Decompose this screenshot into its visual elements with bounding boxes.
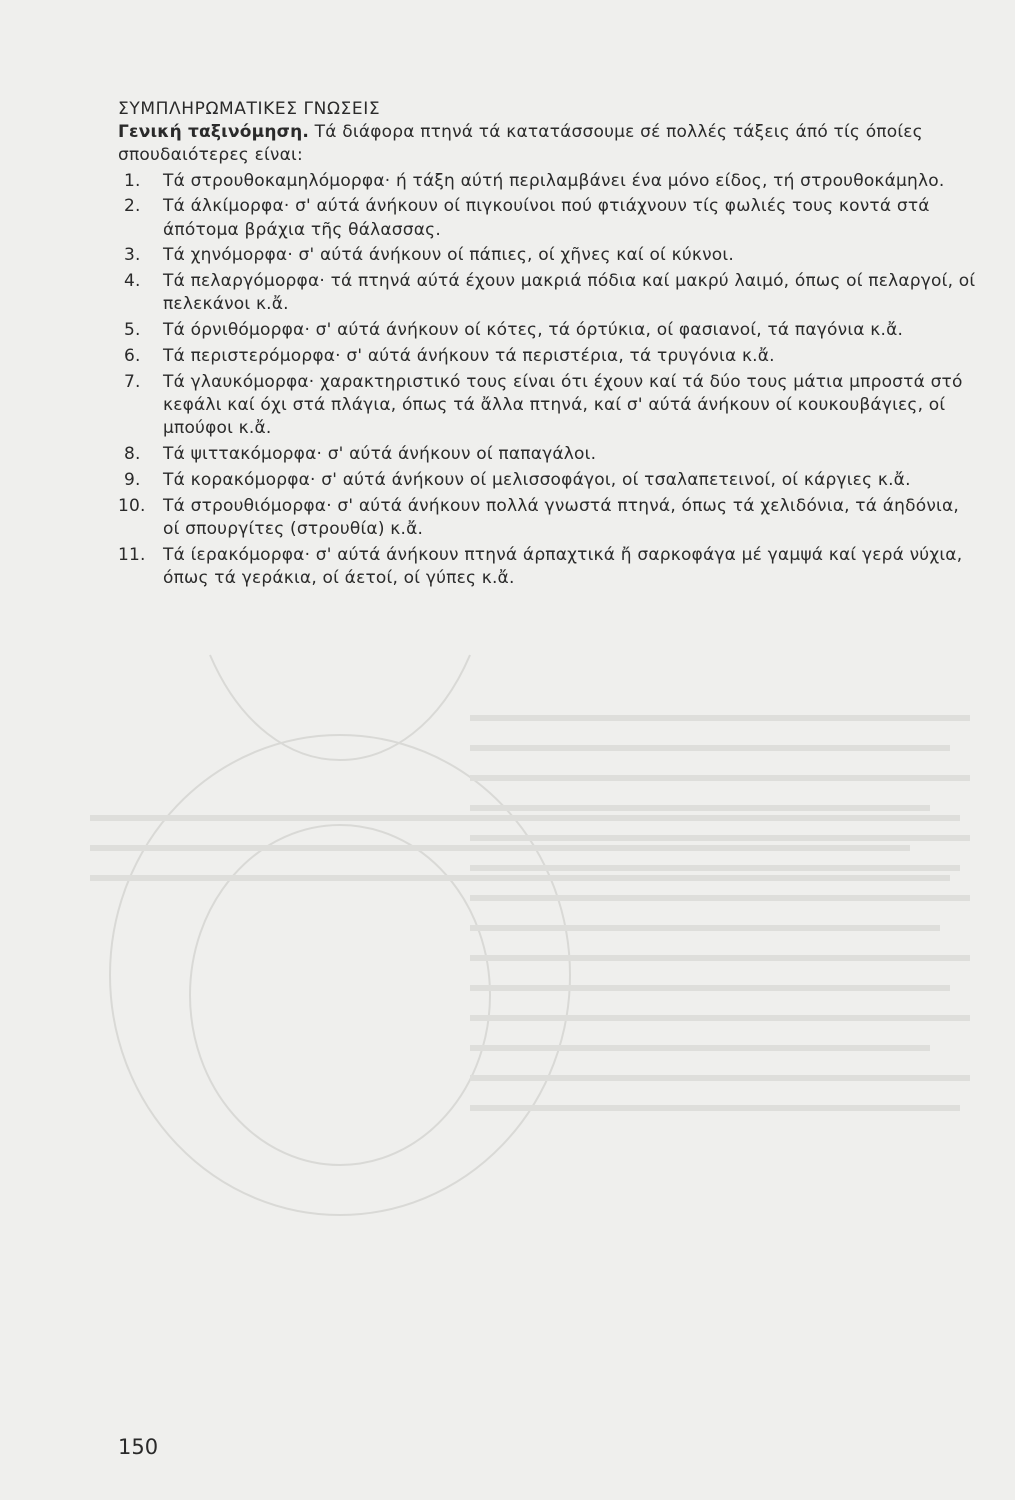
item-text: Τά ψιττακόμορφα· σ' αύτά άνήκουν οί παπαγάλοι.: [163, 444, 597, 464]
intro-title: Γενική ταξινόμηση.: [118, 122, 310, 143]
page-number: 150: [118, 1435, 159, 1459]
item-text: Τά όρνιθόμορφα· σ' αύτά άνήκουν οί κότες, τά όρτύκια, οί φασιανοί, τά παγόνια κ.ἄ.: [163, 320, 904, 341]
item-text: Τά χηνόμορφα· σ' αύτά άνήκουν οί πάπιες, οί χῆνες καί οί κύκνοι.: [163, 245, 734, 266]
list-item: [118, 495, 978, 541]
item-text: Τά ίερακόμορφα· σ' αύτά άνήκουν πτηνά άρπαχτικά ἤ σαρκοφάγα μέ γαμψά καί γερά νύχια, όπως τά γεράκια, οί άετοί, οί γύπες κ.ἄ.: [163, 544, 963, 588]
list-item: [118, 244, 978, 267]
item-number: 8.: [124, 444, 141, 464]
section-heading: ΣΥΜΠΛΗΡΩΜΑΤΙΚΕΣ ΓΝΩΣΕΙΣ: [118, 99, 381, 119]
intro-paragraph: [118, 121, 978, 167]
list-item: [118, 170, 978, 193]
intro-text: Τά διάφορα πτηνά τά κατατάσσουμε σέ πολλές τάξεις άπό τίς όποίες σπουδαιότερες είναι:: [118, 122, 923, 166]
item-number: 11.: [118, 544, 146, 565]
item-number: 5.: [124, 320, 141, 341]
item-text: Τά περιστερόμορφα· σ' αύτά άνήκουν τά περιστέρια, τά τρυγόνια κ.ἄ.: [163, 346, 775, 366]
list-item: [118, 443, 978, 466]
item-number: 6.: [124, 346, 141, 366]
item-text: Τά στρουθοκαμηλόμορφα· ή τάξη αύτή περιλαμβάνει ένα μόνο είδος, τή στρουθοκάμηλο.: [163, 170, 945, 191]
list-item: [118, 195, 978, 241]
list-item: [118, 345, 978, 368]
text-block: [118, 98, 978, 593]
item-text: Τά στρουθιόμορφα· σ' αύτά άνήκουν πολλά γνωστά πτηνά, όπως τά χελιδόνια, τά άηδόνια, οί σπουργίτες (στρουθία) κ.ἄ.: [163, 495, 959, 539]
item-number: 4.: [124, 271, 141, 292]
list-item: [118, 319, 978, 342]
order-list: [118, 170, 978, 590]
item-number: 10.: [118, 495, 146, 516]
item-text: Τά κορακόμορφα· σ' αύτά άνήκουν οί μελισσοφάγοι, οί τσαλαπετεινοί, οί κάργιες κ.ἄ.: [163, 469, 911, 490]
item-number: 9.: [124, 469, 141, 490]
item-number: 2.: [124, 196, 141, 217]
list-item: [118, 469, 978, 492]
list-item: [118, 544, 978, 590]
list-item: [118, 270, 978, 316]
item-text: Τά γλαυκόμορφα· χαρακτηριστικό τους είναι ότι έχουν καί τά δύο τους μάτια μπροστά στό κεφάλι καί όχι στά πλάγια, όπως τά ἄλλα πτηνά, καί σ' αύτά άνήκουν οί κουκουβάγιες, οί μπούφοι κ.ἄ.: [163, 371, 963, 439]
item-number: 3.: [124, 245, 141, 266]
item-number: 1.: [124, 170, 141, 191]
list-item: [118, 371, 978, 441]
item-number: 7.: [124, 371, 141, 392]
item-text: Τά άλκίμορφα· σ' αύτά άνήκουν οί πιγκουίνοι πού φτιάχνουν τίς φωλιές τους κοντά στά άπότομα βράχια τῆς θάλασσας.: [163, 196, 930, 240]
item-text: Τά πελαργόμορφα· τά πτηνά αύτά έχουν μακριά πόδια καί μακρύ λαιμό, όπως οί πελαργοί, οί πελεκάνοι κ.ἄ.: [163, 271, 976, 315]
